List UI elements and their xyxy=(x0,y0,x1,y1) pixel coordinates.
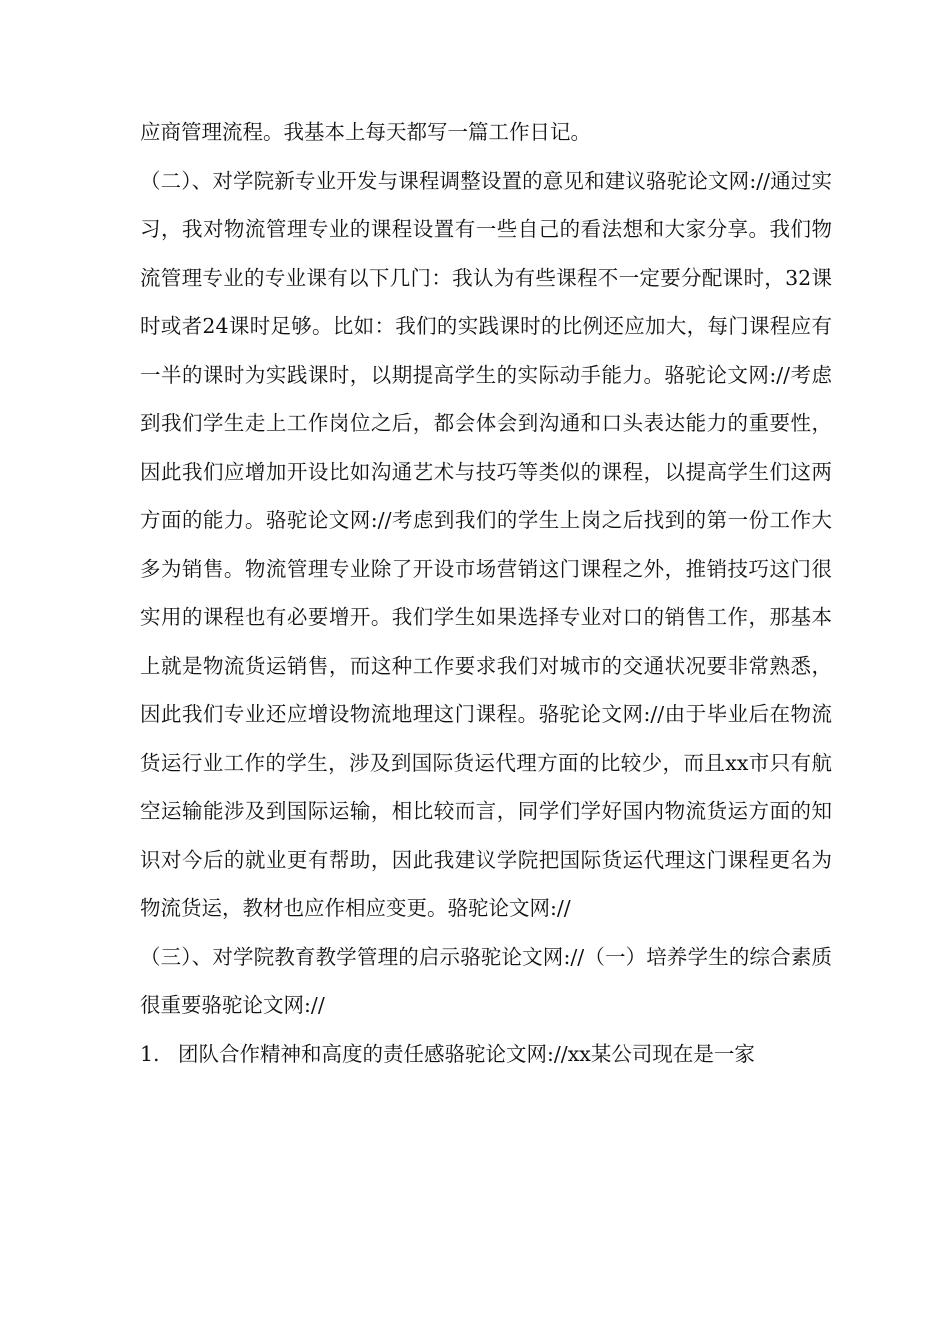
list-item-number: 1. xyxy=(140,1041,160,1066)
paragraph-section-two: （二）、对学院新专业开发与课程调整设置的意见和建议骆驼论文网://通过实习，我对物流管理专业的课程设置有一些自己的看法想和大家分享。我们物流管理专业的专业课有以下几门：我认为有些课程不一定要分配课时，32课时或者24课时足够。比如：我们的实践课时的比例还应加大，每门课程应有一半的课时为实践课时，以期提高学生的实际动手能力。骆驼论文网://考虑到我们学生走上工作岗位之后，都会体会到沟通和口头表达能力的重要性，因此我们应增加开设比如沟通艺术与技巧等类似的课程，以提高学生们这两方面的能力。骆驼论文网://考虑到我们的学生上岗之后找到的第一份工作大多为销售。物流管理专业除了开设市场营销这门课程之外，推销技巧这门很实用的课程也有必要增开。我们学生如果选择专业对口的销售工作，那基本上就是物流货运销售，而这种工作要求我们对城市的交通状况要非常熟悉，因此我们专业还应增设物流地理这门课程。骆驼论文网://由于毕业后在物流货运行业工作的学生，涉及到国际货运代理方面的比较少，而且xx市只有航空运输能涉及到国际运输，相比较而言，同学们学好国内物流货运方面的知识对今后的就业更有帮助，因此我建议学院把国际货运代理这门课程更名为物流货运，教材也应作相应变更。骆驼论文网:// xyxy=(140,168,832,920)
numbered-list-item xyxy=(140,1030,832,1079)
paragraph-section-three: （三）、对学院教育教学管理的启示骆驼论文网://（一）培养学生的综合素质很重要骆驼论文网:// xyxy=(140,944,832,1017)
document-body xyxy=(140,108,832,1078)
paragraph-continuation: 应商管理流程。我基本上每天都写一篇工作日记。 xyxy=(140,120,591,144)
list-item-text: 团队合作精神和高度的责任感骆驼论文网://xx某公司现在是一家 xyxy=(178,1041,755,1066)
